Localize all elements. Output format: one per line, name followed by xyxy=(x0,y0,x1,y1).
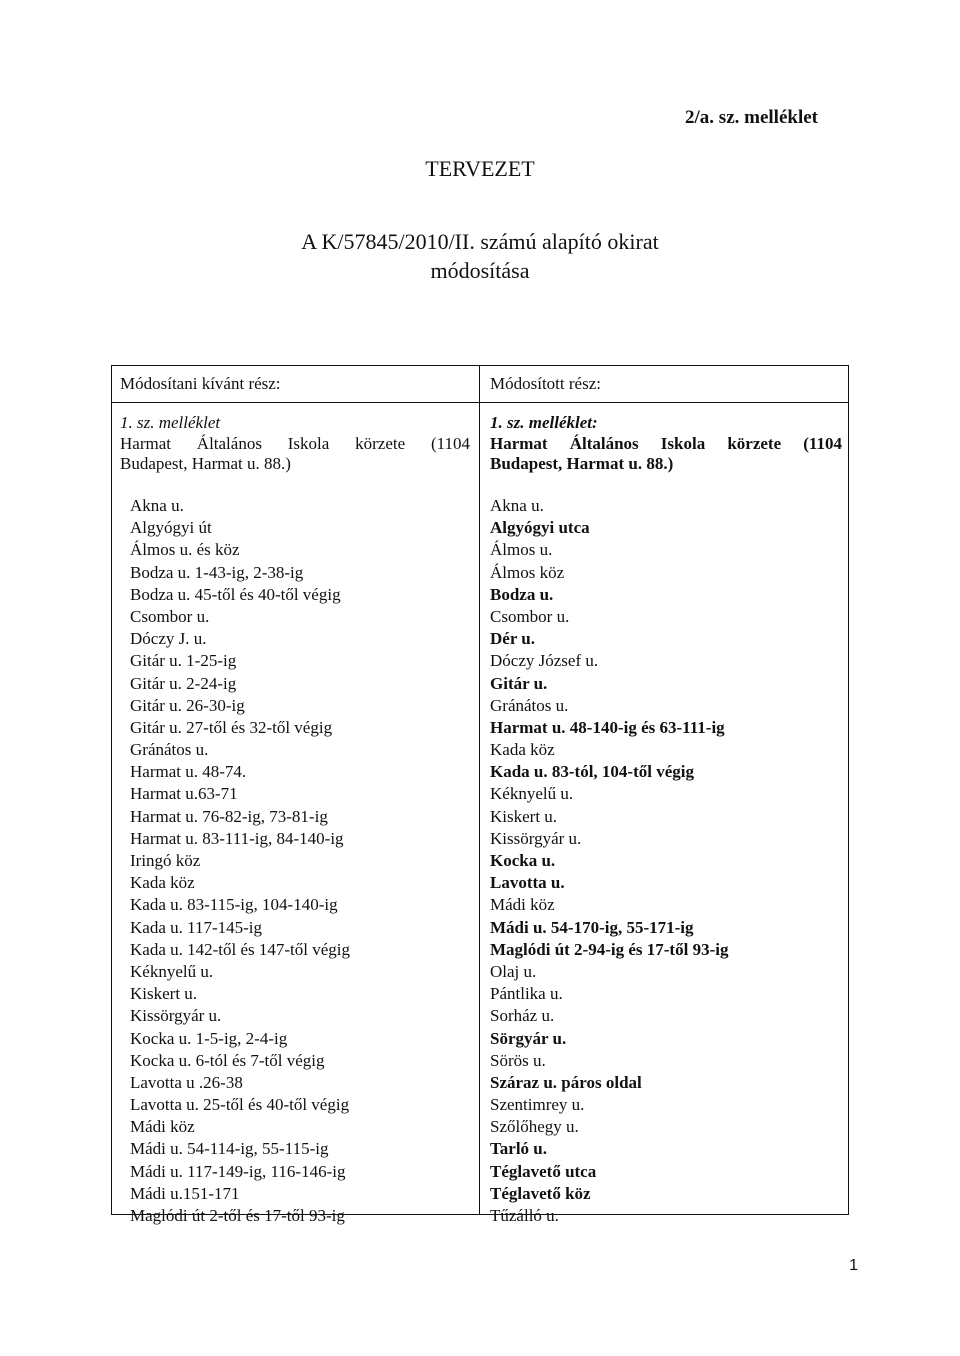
left-street-item: Kada u. 117-145-ig xyxy=(130,917,263,937)
right-street-item: Bodza u. xyxy=(490,584,554,604)
right-street-item: Álmos köz xyxy=(490,562,565,582)
document-subtitle-line2: módosítása xyxy=(430,258,530,283)
left-street-item: Dóczy J. u. xyxy=(130,629,207,649)
right-street-item: Algyógyi utca xyxy=(490,518,590,538)
right-section xyxy=(490,413,842,475)
right-street-item: Kocka u. xyxy=(490,851,556,870)
right-street-item: Téglavető utca xyxy=(490,1161,597,1181)
right-street-item: Dér u. xyxy=(490,629,536,649)
left-street-item: Álmos u. és köz xyxy=(130,540,240,560)
left-street-item: Mádi u.151-171 xyxy=(130,1183,240,1203)
right-street-item: Kiskert u. xyxy=(490,806,558,826)
right-street-item: Mádi köz xyxy=(490,895,555,915)
left-street-item: Maglódi út 2-től és 17-től 93-ig xyxy=(130,1206,345,1225)
left-school-line1: Harmat Általános Iskola körzete (1104 xyxy=(120,433,470,453)
left-street-item: Kada köz xyxy=(130,873,195,893)
right-school-line2: Budapest, Harmat u. 88.) xyxy=(490,454,674,473)
page-number: 1 xyxy=(849,1257,858,1274)
left-street-item: Bodza u. 1-43-ig, 2-38-ig xyxy=(130,562,304,582)
right-street-item: Olaj u. xyxy=(490,961,537,981)
right-street-item: Kada köz xyxy=(490,740,555,760)
right-street-item: Gránátos u. xyxy=(490,695,569,715)
right-street-item: Csombor u. xyxy=(490,606,570,626)
left-street-item: Mádi u. 117-149-ig, 116-146-ig xyxy=(130,1161,346,1181)
right-section-title: 1. sz. melléklet: xyxy=(490,413,598,432)
right-street-list xyxy=(490,495,728,1227)
left-street-item: Gránátos u. xyxy=(130,740,209,760)
right-school-line1: Harmat Általános Iskola körzete (1104 xyxy=(490,433,842,453)
left-street-item: Harmat u.63-71 xyxy=(130,784,238,804)
left-street-item: Mádi u. 54-114-ig, 55-115-ig xyxy=(130,1139,329,1159)
right-street-item: Gitár u. xyxy=(490,673,548,693)
header-divider xyxy=(112,402,848,403)
left-street-item: Algyógyi út xyxy=(130,518,212,538)
left-street-item: Gitár u. 26-30-ig xyxy=(130,695,245,715)
left-street-list xyxy=(130,495,350,1227)
left-street-item: Mádi köz xyxy=(130,1117,195,1137)
right-street-item: Sörgyár u. xyxy=(490,1028,567,1048)
left-street-item: Harmat u. 83-111-ig, 84-140-ig xyxy=(130,828,344,848)
left-street-item: Harmat u. 76-82-ig, 73-81-ig xyxy=(130,806,328,826)
right-street-item: Szentimrey u. xyxy=(490,1095,585,1115)
left-street-item: Harmat u. 48-74. xyxy=(130,762,247,782)
left-section xyxy=(120,413,470,475)
right-street-item: Álmos u. xyxy=(490,540,553,560)
left-street-item: Akna u. xyxy=(130,496,184,515)
left-street-item: Kocka u. 1-5-ig, 2-4-ig xyxy=(130,1028,288,1048)
right-street-item: Akna u. xyxy=(490,496,544,515)
left-street-item: Lavotta u. 25-től és 40-től végig xyxy=(130,1095,350,1115)
left-street-item: Kéknyelű u. xyxy=(130,961,214,981)
document-title: TERVEZET xyxy=(425,156,535,181)
right-street-item: Mádi u. 54-170-ig, 55-171-ig xyxy=(490,917,694,937)
right-street-item: Téglavető köz xyxy=(490,1183,591,1203)
right-street-item: Kada u. 83-tól, 104-től végig xyxy=(490,762,694,782)
left-street-item: Kada u. 142-től és 147-től végig xyxy=(130,939,351,959)
left-street-item: Csombor u. xyxy=(130,606,210,626)
right-street-item: Pántlika u. xyxy=(490,984,563,1004)
right-street-item: Kéknyelű u. xyxy=(490,784,574,804)
left-street-item: Kissörgyár u. xyxy=(130,1006,222,1026)
annex-label: 2/a. sz. melléklet xyxy=(685,107,818,128)
right-street-item: Harmat u. 48-140-ig és 63-111-ig xyxy=(490,717,725,737)
left-street-item: Iringó köz xyxy=(130,851,201,870)
column-divider xyxy=(479,366,480,1214)
left-street-item: Kocka u. 6-tól és 7-től végig xyxy=(130,1050,325,1070)
right-street-item: Dóczy József u. xyxy=(490,651,599,671)
document-subtitle-line1: A K/57845/2010/II. számú alapító okirat xyxy=(301,229,659,254)
left-street-item: Kiskert u. xyxy=(130,984,198,1004)
left-street-item: Gitár u. 1-25-ig xyxy=(130,651,237,671)
right-street-item: Száraz u. páros oldal xyxy=(490,1072,642,1092)
right-street-item: Tarló u. xyxy=(490,1139,548,1159)
right-street-item: Szőlőhegy u. xyxy=(490,1117,579,1137)
left-street-item: Kada u. 83-115-ig, 104-140-ig xyxy=(130,895,338,915)
right-street-item: Lavotta u. xyxy=(490,873,565,893)
left-street-item: Gitár u. 2-24-ig xyxy=(130,673,237,693)
left-section-title: 1. sz. melléklet xyxy=(120,413,221,432)
left-header: Módosítani kívánt rész: xyxy=(120,374,281,393)
left-street-item: Bodza u. 45-től és 40-től végig xyxy=(130,584,341,604)
comparison-table xyxy=(111,365,849,1225)
right-street-item: Tűzálló u. xyxy=(490,1206,559,1225)
right-header: Módosított rész: xyxy=(490,374,601,393)
right-street-item: Maglódi út 2-94-ig és 17-től 93-ig xyxy=(490,939,729,959)
left-street-item: Gitár u. 27-től és 32-től végig xyxy=(130,717,333,737)
left-street-item: Lavotta u .26-38 xyxy=(130,1072,243,1092)
right-street-item: Kissörgyár u. xyxy=(490,828,582,848)
left-school-line2: Budapest, Harmat u. 88.) xyxy=(120,454,291,473)
right-street-item: Sorház u. xyxy=(490,1006,555,1026)
right-street-item: Sörös u. xyxy=(490,1050,546,1070)
